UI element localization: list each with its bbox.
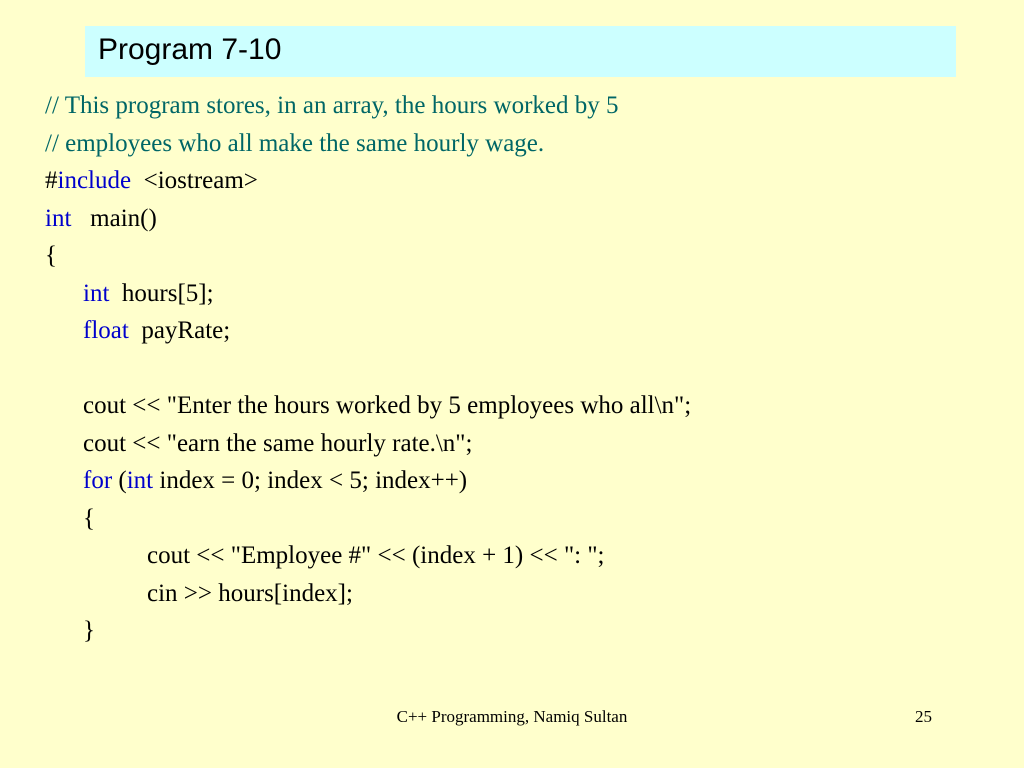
code-line-cout-2 bbox=[45, 425, 691, 463]
code-line-for bbox=[45, 462, 691, 500]
code-line-comment-1 bbox=[45, 87, 691, 125]
code-line-include bbox=[45, 162, 691, 200]
page-number: 25 bbox=[915, 707, 932, 726]
open-brace: { bbox=[45, 242, 57, 269]
code-line-cout-3 bbox=[45, 537, 691, 575]
cout-statement: cout << "earn the same hourly rate.\n"; bbox=[83, 429, 473, 457]
cin-statement: cin >> hours[index]; bbox=[147, 579, 353, 607]
for-loop-header: index = 0; index < 5; index++) bbox=[153, 467, 468, 494]
code-line-comment-2 bbox=[45, 125, 691, 163]
comment-text: // This program stores, in an array, the hours worked by 5 bbox=[45, 92, 619, 119]
float-keyword: float bbox=[83, 317, 129, 344]
footer-text: C++ Programming, Namiq Sultan bbox=[396, 707, 628, 726]
comment-text: // employees who all make the same hourly wage. bbox=[45, 129, 545, 157]
title-bar bbox=[85, 26, 956, 77]
code-line-inner-open bbox=[45, 500, 691, 538]
code-line-cout-1 bbox=[45, 387, 691, 425]
code-line-inner-close bbox=[45, 612, 691, 650]
code-line-main bbox=[45, 200, 691, 238]
include-hash: # bbox=[45, 167, 58, 194]
cout-statement: cout << "Enter the hours worked by 5 employees who all\n"; bbox=[83, 392, 692, 419]
main-signature: main() bbox=[71, 204, 157, 232]
int-keyword: int bbox=[126, 467, 154, 494]
code-line-open-brace bbox=[45, 237, 691, 275]
for-paren: ( bbox=[112, 467, 127, 494]
hours-declaration: hours[5]; bbox=[109, 279, 214, 307]
include-keyword: include bbox=[57, 167, 132, 194]
int-keyword: int bbox=[83, 279, 110, 307]
for-keyword: for bbox=[83, 467, 113, 494]
code-line-blank bbox=[45, 350, 691, 388]
inner-open-brace: { bbox=[83, 504, 95, 532]
payrate-declaration: payRate; bbox=[128, 317, 231, 344]
slide-title: Program 7-10 bbox=[98, 33, 282, 66]
cout-statement: cout << "Employee #" << (index + 1) << ": "; bbox=[147, 542, 605, 569]
code-line-decl-hours bbox=[45, 275, 691, 313]
inner-close-brace: } bbox=[83, 617, 95, 644]
main-return-type-keyword: int bbox=[45, 204, 72, 232]
code-line-decl-payrate bbox=[45, 312, 691, 350]
code-block bbox=[45, 87, 691, 650]
include-header: <iostream> bbox=[131, 167, 258, 194]
code-line-cin bbox=[45, 575, 691, 613]
